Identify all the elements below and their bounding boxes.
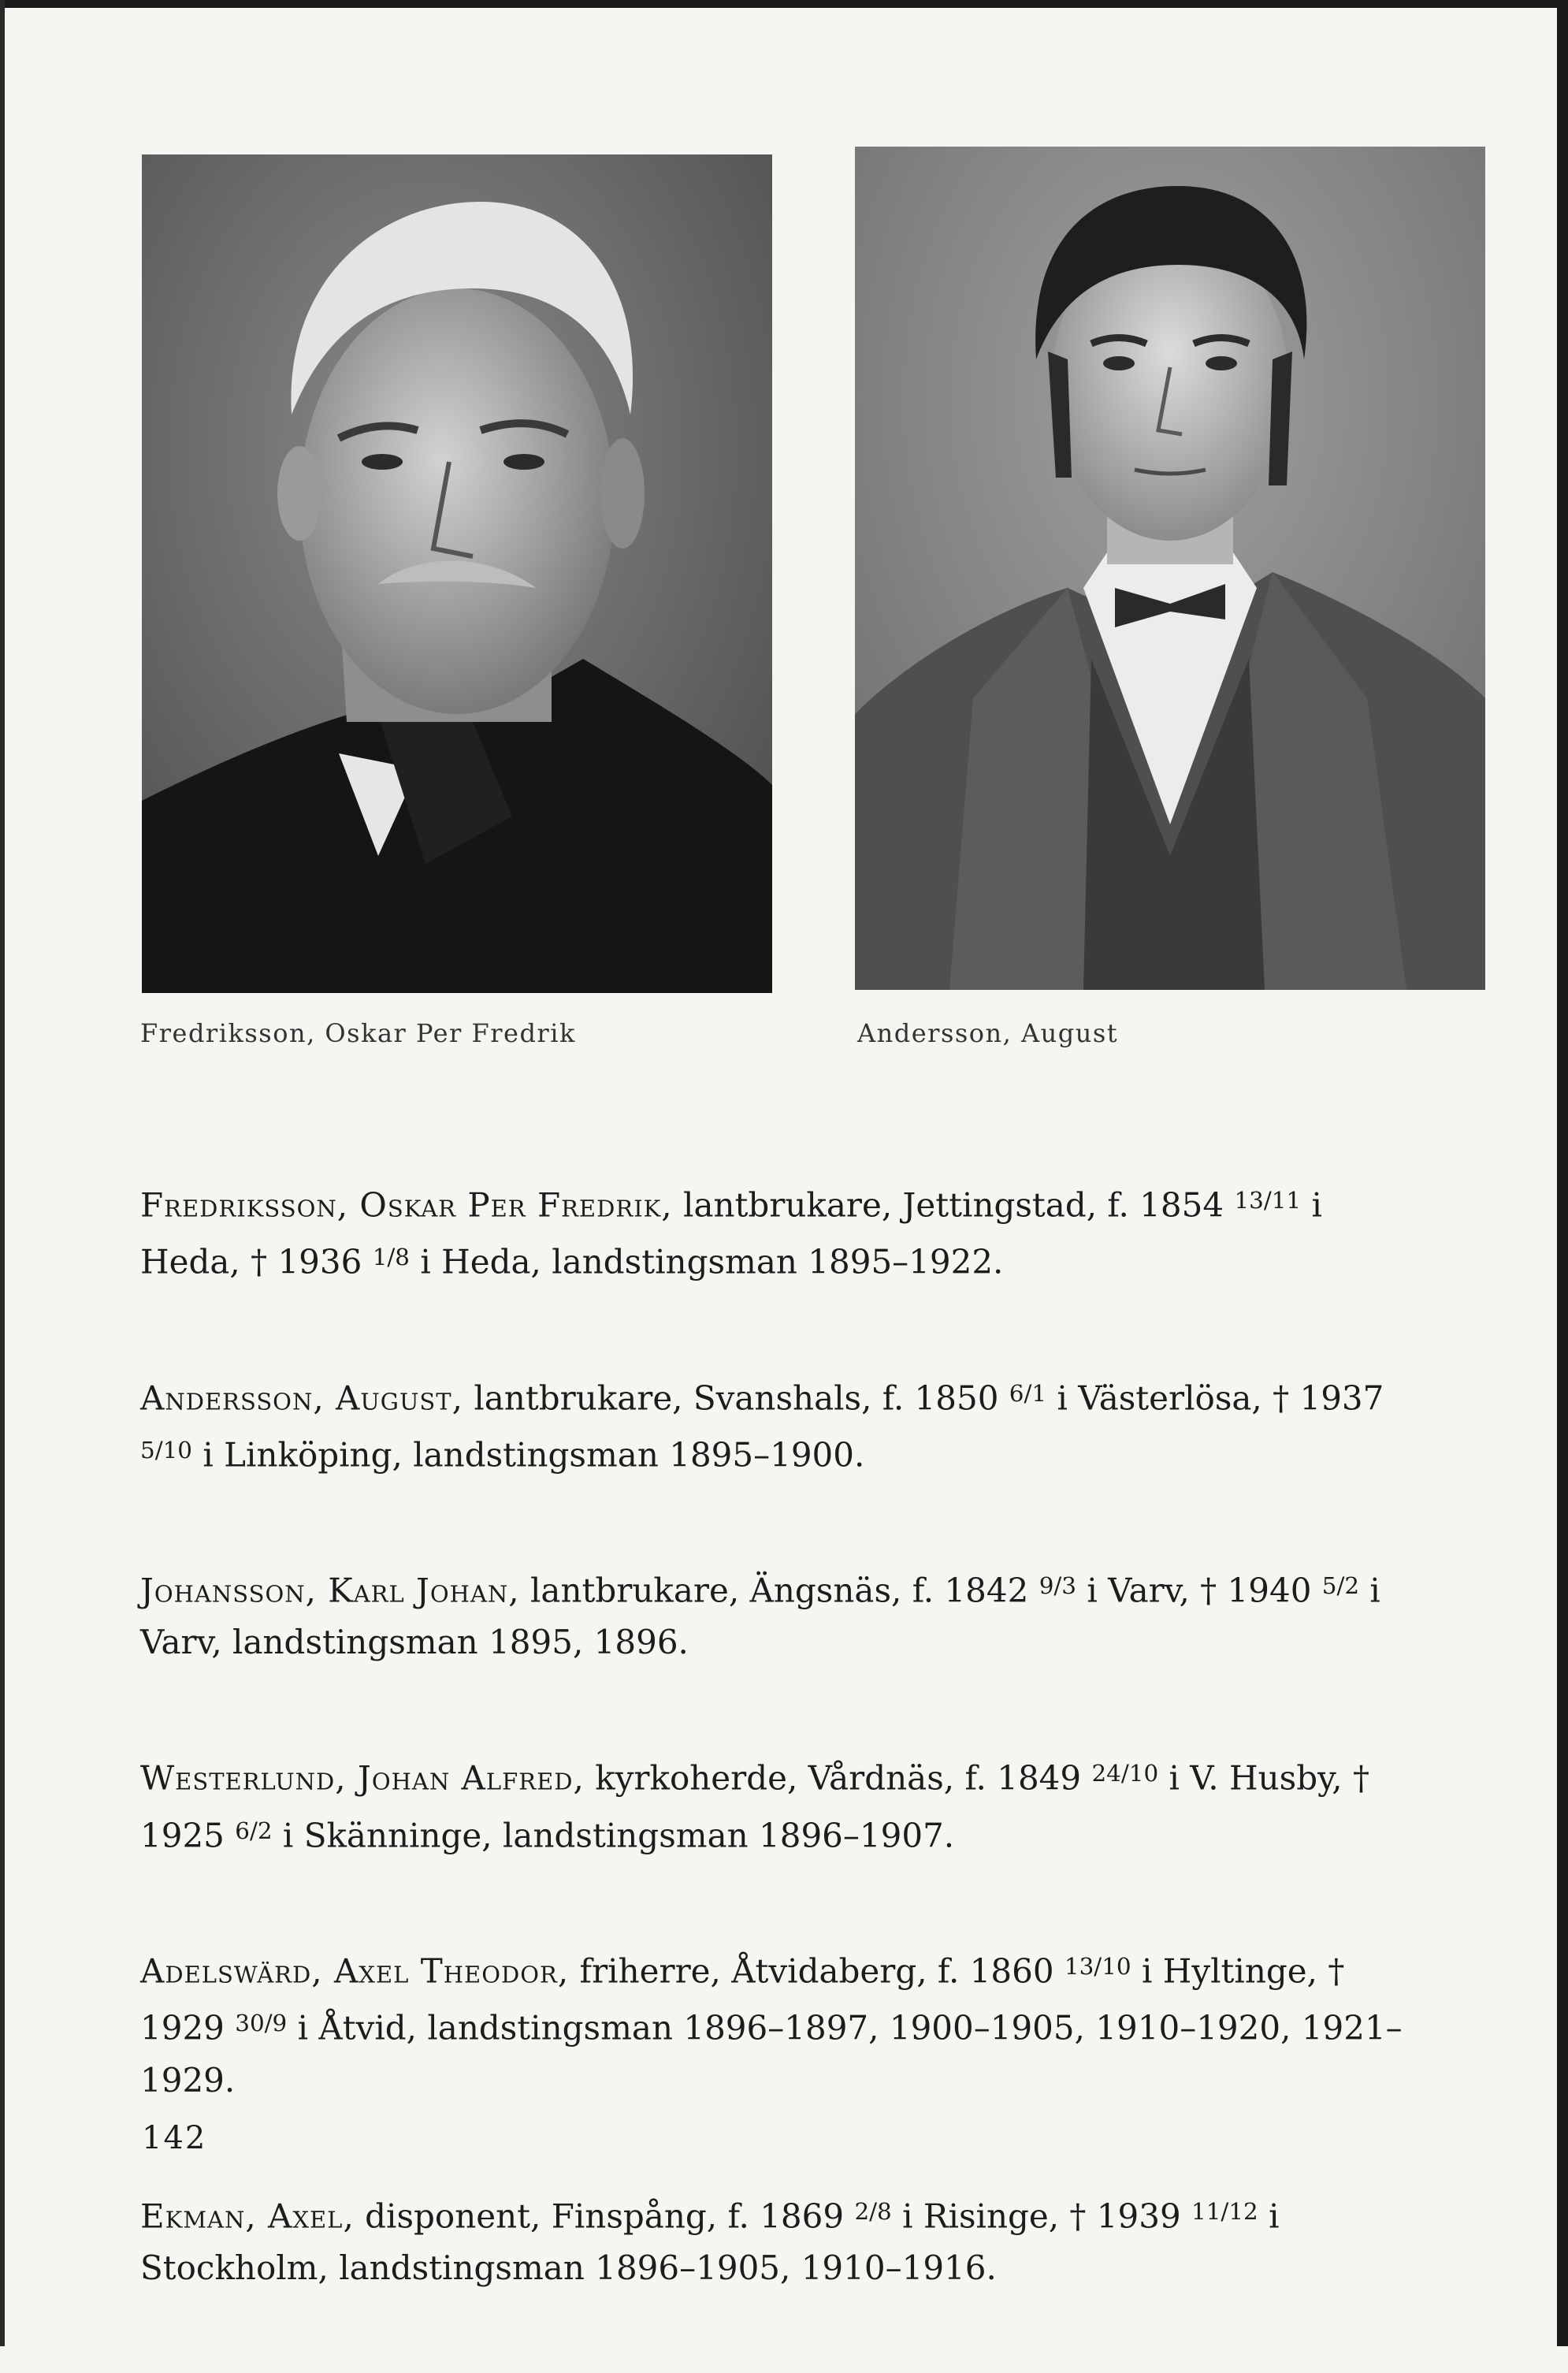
entry-adelsward: Adelswärd, Axel Theodor, friherre, Åtvidaberg, f. 1860 $^{13/10}$ i Hyltinge, † 1929 $^{30/9}$ i Åtvid, landstingsman 1896–1897, 1900–1905, 1910–1920, 1921–1929. — [140, 1951, 1403, 2100]
entry-name: Johansson, Karl Johan, — [140, 1571, 520, 1610]
entry-ekman: Ekman, Axel, disponent, Finspång, f. 1869 $^{2/8}$ i Risinge, † 1939 $^{11/12}$ i Stockholm, landstingsman 1896–1905, 1910–1916. — [140, 2196, 1280, 2287]
page-number: 142 — [142, 2120, 207, 2156]
scan-edge-top — [0, 0, 1568, 8]
biographical-entries — [140, 1174, 1432, 2373]
entry-name: Ekman, Axel, — [140, 2196, 355, 2235]
portrait-photo-andersson — [855, 147, 1485, 990]
photo-caption-right: Andersson, August — [857, 1018, 1119, 1048]
entry-johansson: Johansson, Karl Johan, lantbrukare, Ängsnäs, f. 1842 $^{9/3}$ i Varv, † 1940 $^{5/2}$ i Varv, landstingsman 1895, 1896. — [140, 1571, 1380, 1662]
entry-westerlund: Westerlund, Johan Alfred, kyrkoherde, Vårdnäs, f. 1849 $^{24/10}$ i V. Husby, † 1925 $^{6/2}$ i Skänninge, landstingsman 1896–1907. — [140, 1758, 1369, 1854]
portrait-photo-fredriksson — [142, 154, 772, 993]
scan-edge-right — [1557, 0, 1568, 2346]
scan-edge-left — [0, 0, 5, 2346]
entry-name: Andersson, August, — [140, 1378, 463, 1417]
entry-name: Adelswärd, Axel Theodor, — [140, 1951, 570, 1991]
entry-fredriksson: Fredriksson, Oskar Per Fredrik, lantbrukare, Jettingstad, f. 1854 $^{13/11}$ i Heda, † 1936 $^{1/8}$ i Heda, landstingsman 1895–1922. — [140, 1185, 1322, 1281]
entry-name: Fredriksson, Oskar Per Fredrik, — [140, 1185, 673, 1225]
entry-andersson: Andersson, August, lantbrukare, Svanshals, f. 1850 $^{6/1}$ i Västerlösa, † 1937 $^{5/10}$ i Linköping, landstingsman 1895–1900. — [140, 1378, 1384, 1475]
entry-name: Westerlund, Johan Alfred, — [140, 1758, 585, 1798]
photo-caption-left: Fredriksson, Oskar Per Fredrik — [140, 1018, 576, 1048]
